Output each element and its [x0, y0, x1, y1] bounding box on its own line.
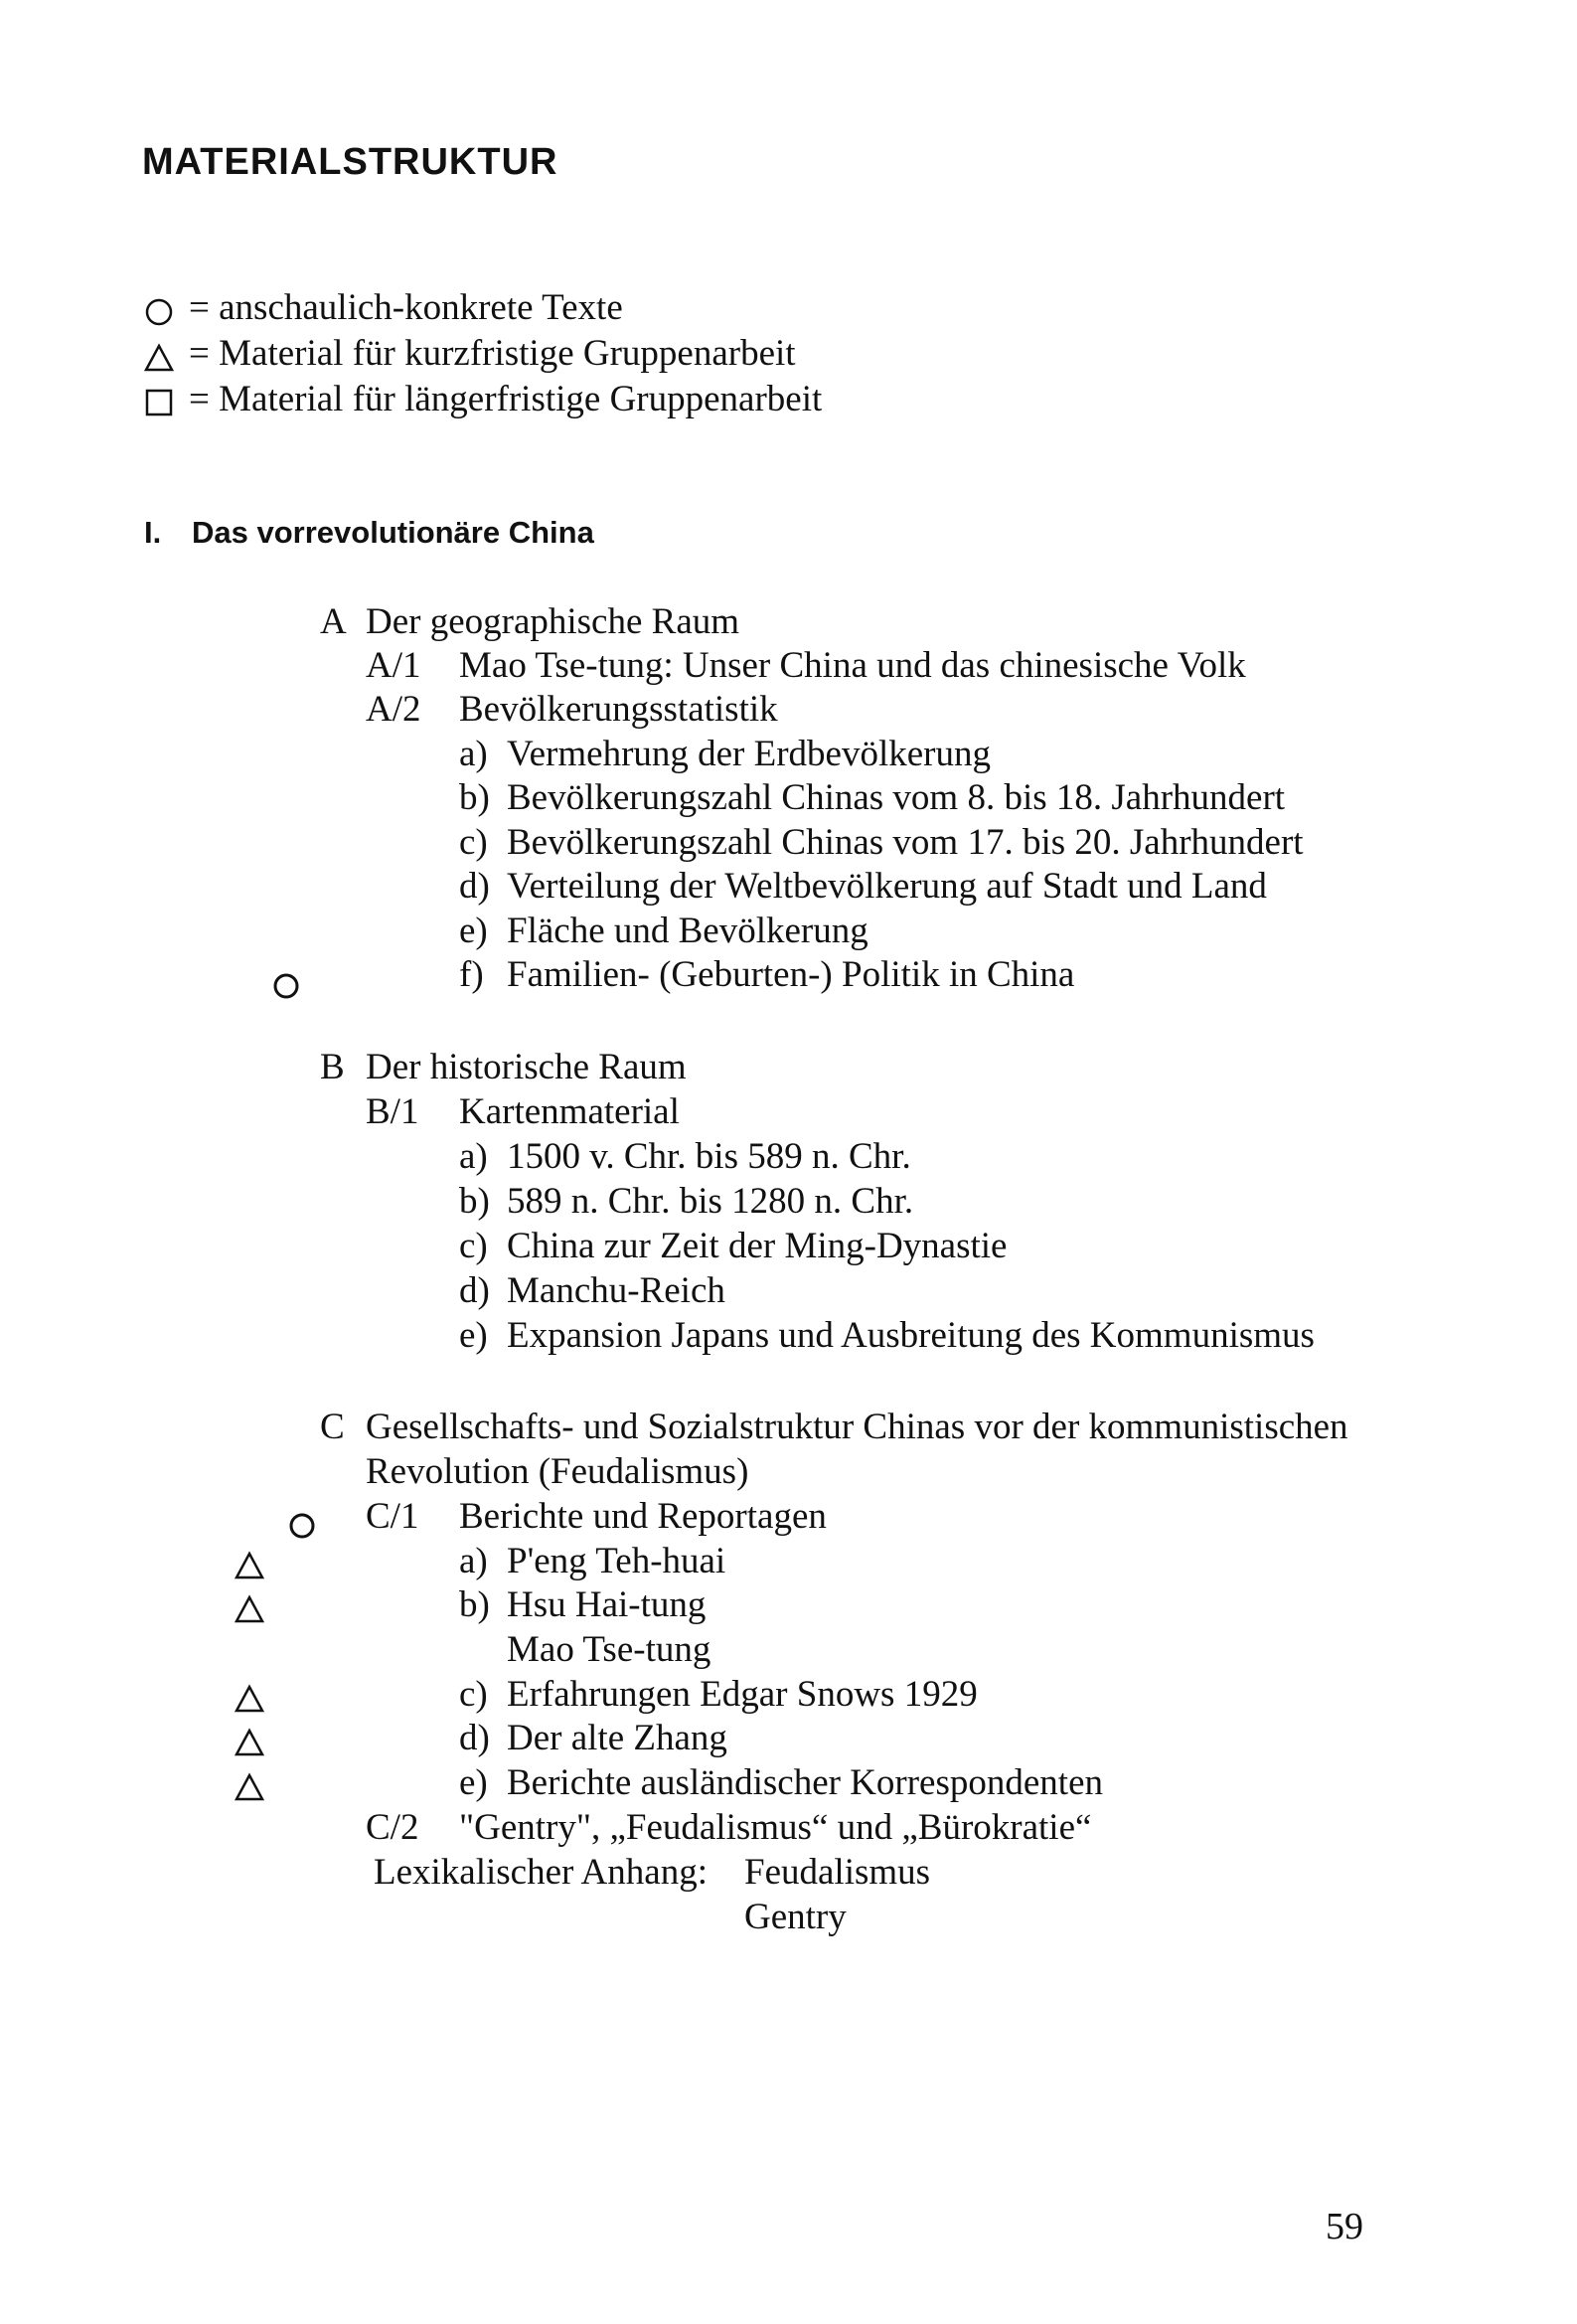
- a2-item-label: e): [459, 911, 488, 951]
- a2-item-text: Bevölkerungszahl Chinas vom 17. bis 20. Jahrhundert: [507, 822, 1304, 863]
- a2-item-label: a): [459, 734, 488, 774]
- triangle-icon: [235, 1551, 264, 1580]
- a2-item-label: d): [459, 866, 490, 907]
- subsection-c-title-line1: Gesellschafts- und Sozialstruktur Chinas vor der kommunistischen: [366, 1407, 1348, 1447]
- circle-icon: [144, 297, 174, 327]
- c1-item-text: P'eng Teh-huai: [507, 1541, 726, 1581]
- lexikon-label: Lexikalischer Anhang:: [374, 1852, 708, 1893]
- b1-item-label: e): [459, 1315, 488, 1356]
- subsection-b-label: B: [320, 1047, 345, 1087]
- a2-label: A/2: [366, 689, 421, 730]
- triangle-icon: [235, 1772, 264, 1802]
- c1-label: C/1: [366, 1496, 419, 1537]
- c1-text: Berichte und Reportagen: [459, 1496, 827, 1537]
- c1-item-label: b): [459, 1584, 490, 1625]
- triangle-icon: [144, 343, 174, 373]
- page-title: MATERIALSTRUKTUR: [142, 141, 558, 183]
- a1-text: Mao Tse-tung: Unser China und das chinesische Volk: [459, 645, 1246, 686]
- a2-item-label: c): [459, 822, 488, 863]
- a2-item-label: f): [459, 954, 484, 995]
- b1-item-label: a): [459, 1136, 488, 1177]
- c1-item-text: Erfahrungen Edgar Snows 1929: [507, 1674, 978, 1715]
- a2-item-text: Verteilung der Weltbevölkerung auf Stadt und Land: [507, 866, 1267, 907]
- triangle-icon: [235, 1594, 264, 1624]
- c1-item-label: d): [459, 1718, 490, 1758]
- a1-label: A/1: [366, 645, 421, 686]
- subsection-a-label: A: [320, 601, 347, 642]
- legend-square-text: = Material für längerfristige Gruppenarbeit: [189, 379, 823, 419]
- b1-item-label: d): [459, 1270, 490, 1311]
- c1-item-label: e): [459, 1762, 488, 1803]
- b1-item-text: 1500 v. Chr. bis 589 n. Chr.: [507, 1136, 911, 1177]
- b1-item-text: China zur Zeit der Ming-Dynastie: [507, 1226, 1008, 1266]
- subsection-a-title: Der geographische Raum: [366, 601, 740, 642]
- b1-text: Kartenmaterial: [459, 1091, 680, 1132]
- lexikon-term: Gentry: [744, 1897, 847, 1937]
- c1-item-text: Berichte ausländischer Korrespondenten: [507, 1762, 1104, 1803]
- a2-item-text: Bevölkerungszahl Chinas vom 8. bis 18. Jahrhundert: [507, 777, 1286, 818]
- section-title: Das vorrevolutionäre China: [192, 515, 594, 550]
- a2-item-text: Vermehrung der Erdbevölkerung: [507, 734, 991, 774]
- b1-item-label: c): [459, 1226, 488, 1266]
- c2-label: C/2: [366, 1807, 419, 1848]
- a2-item-label: b): [459, 777, 490, 818]
- b1-item-label: b): [459, 1181, 490, 1222]
- b1-item-text: 589 n. Chr. bis 1280 n. Chr.: [507, 1181, 914, 1222]
- c1-item-label: a): [459, 1541, 488, 1581]
- c1-item-text: Mao Tse-tung: [507, 1629, 711, 1670]
- a2-item-text: Familien- (Geburten-) Politik in China: [507, 954, 1075, 995]
- a2-text: Bevölkerungsstatistik: [459, 689, 778, 730]
- b1-item-text: Expansion Japans und Ausbreitung des Kommunismus: [507, 1315, 1315, 1356]
- a2-item-text: Fläche und Bevölkerung: [507, 911, 868, 951]
- square-icon: [144, 388, 174, 417]
- subsection-c-label: C: [320, 1407, 345, 1447]
- c1-item-text: Hsu Hai-tung: [507, 1584, 707, 1625]
- page-number: 59: [1326, 2206, 1363, 2247]
- circle-icon: [272, 972, 300, 1000]
- lexikon-term: Feudalismus: [744, 1852, 931, 1893]
- legend-circle-text: = anschaulich-konkrete Texte: [189, 287, 623, 328]
- legend-triangle-text: = Material für kurzfristige Gruppenarbeit: [189, 333, 796, 374]
- b1-label: B/1: [366, 1091, 419, 1132]
- c1-item-label: c): [459, 1674, 488, 1715]
- subsection-b-title: Der historische Raum: [366, 1047, 687, 1087]
- triangle-icon: [235, 1728, 264, 1757]
- subsection-c-title-line2: Revolution (Feudalismus): [366, 1451, 749, 1492]
- c1-item-text: Der alte Zhang: [507, 1718, 727, 1758]
- section-number: I.: [144, 515, 162, 550]
- circle-icon: [288, 1512, 316, 1540]
- c2-text: "Gentry", „Feudalismus“ und „Bürokratie“: [459, 1807, 1092, 1848]
- triangle-icon: [235, 1684, 264, 1714]
- b1-item-text: Manchu-Reich: [507, 1270, 725, 1311]
